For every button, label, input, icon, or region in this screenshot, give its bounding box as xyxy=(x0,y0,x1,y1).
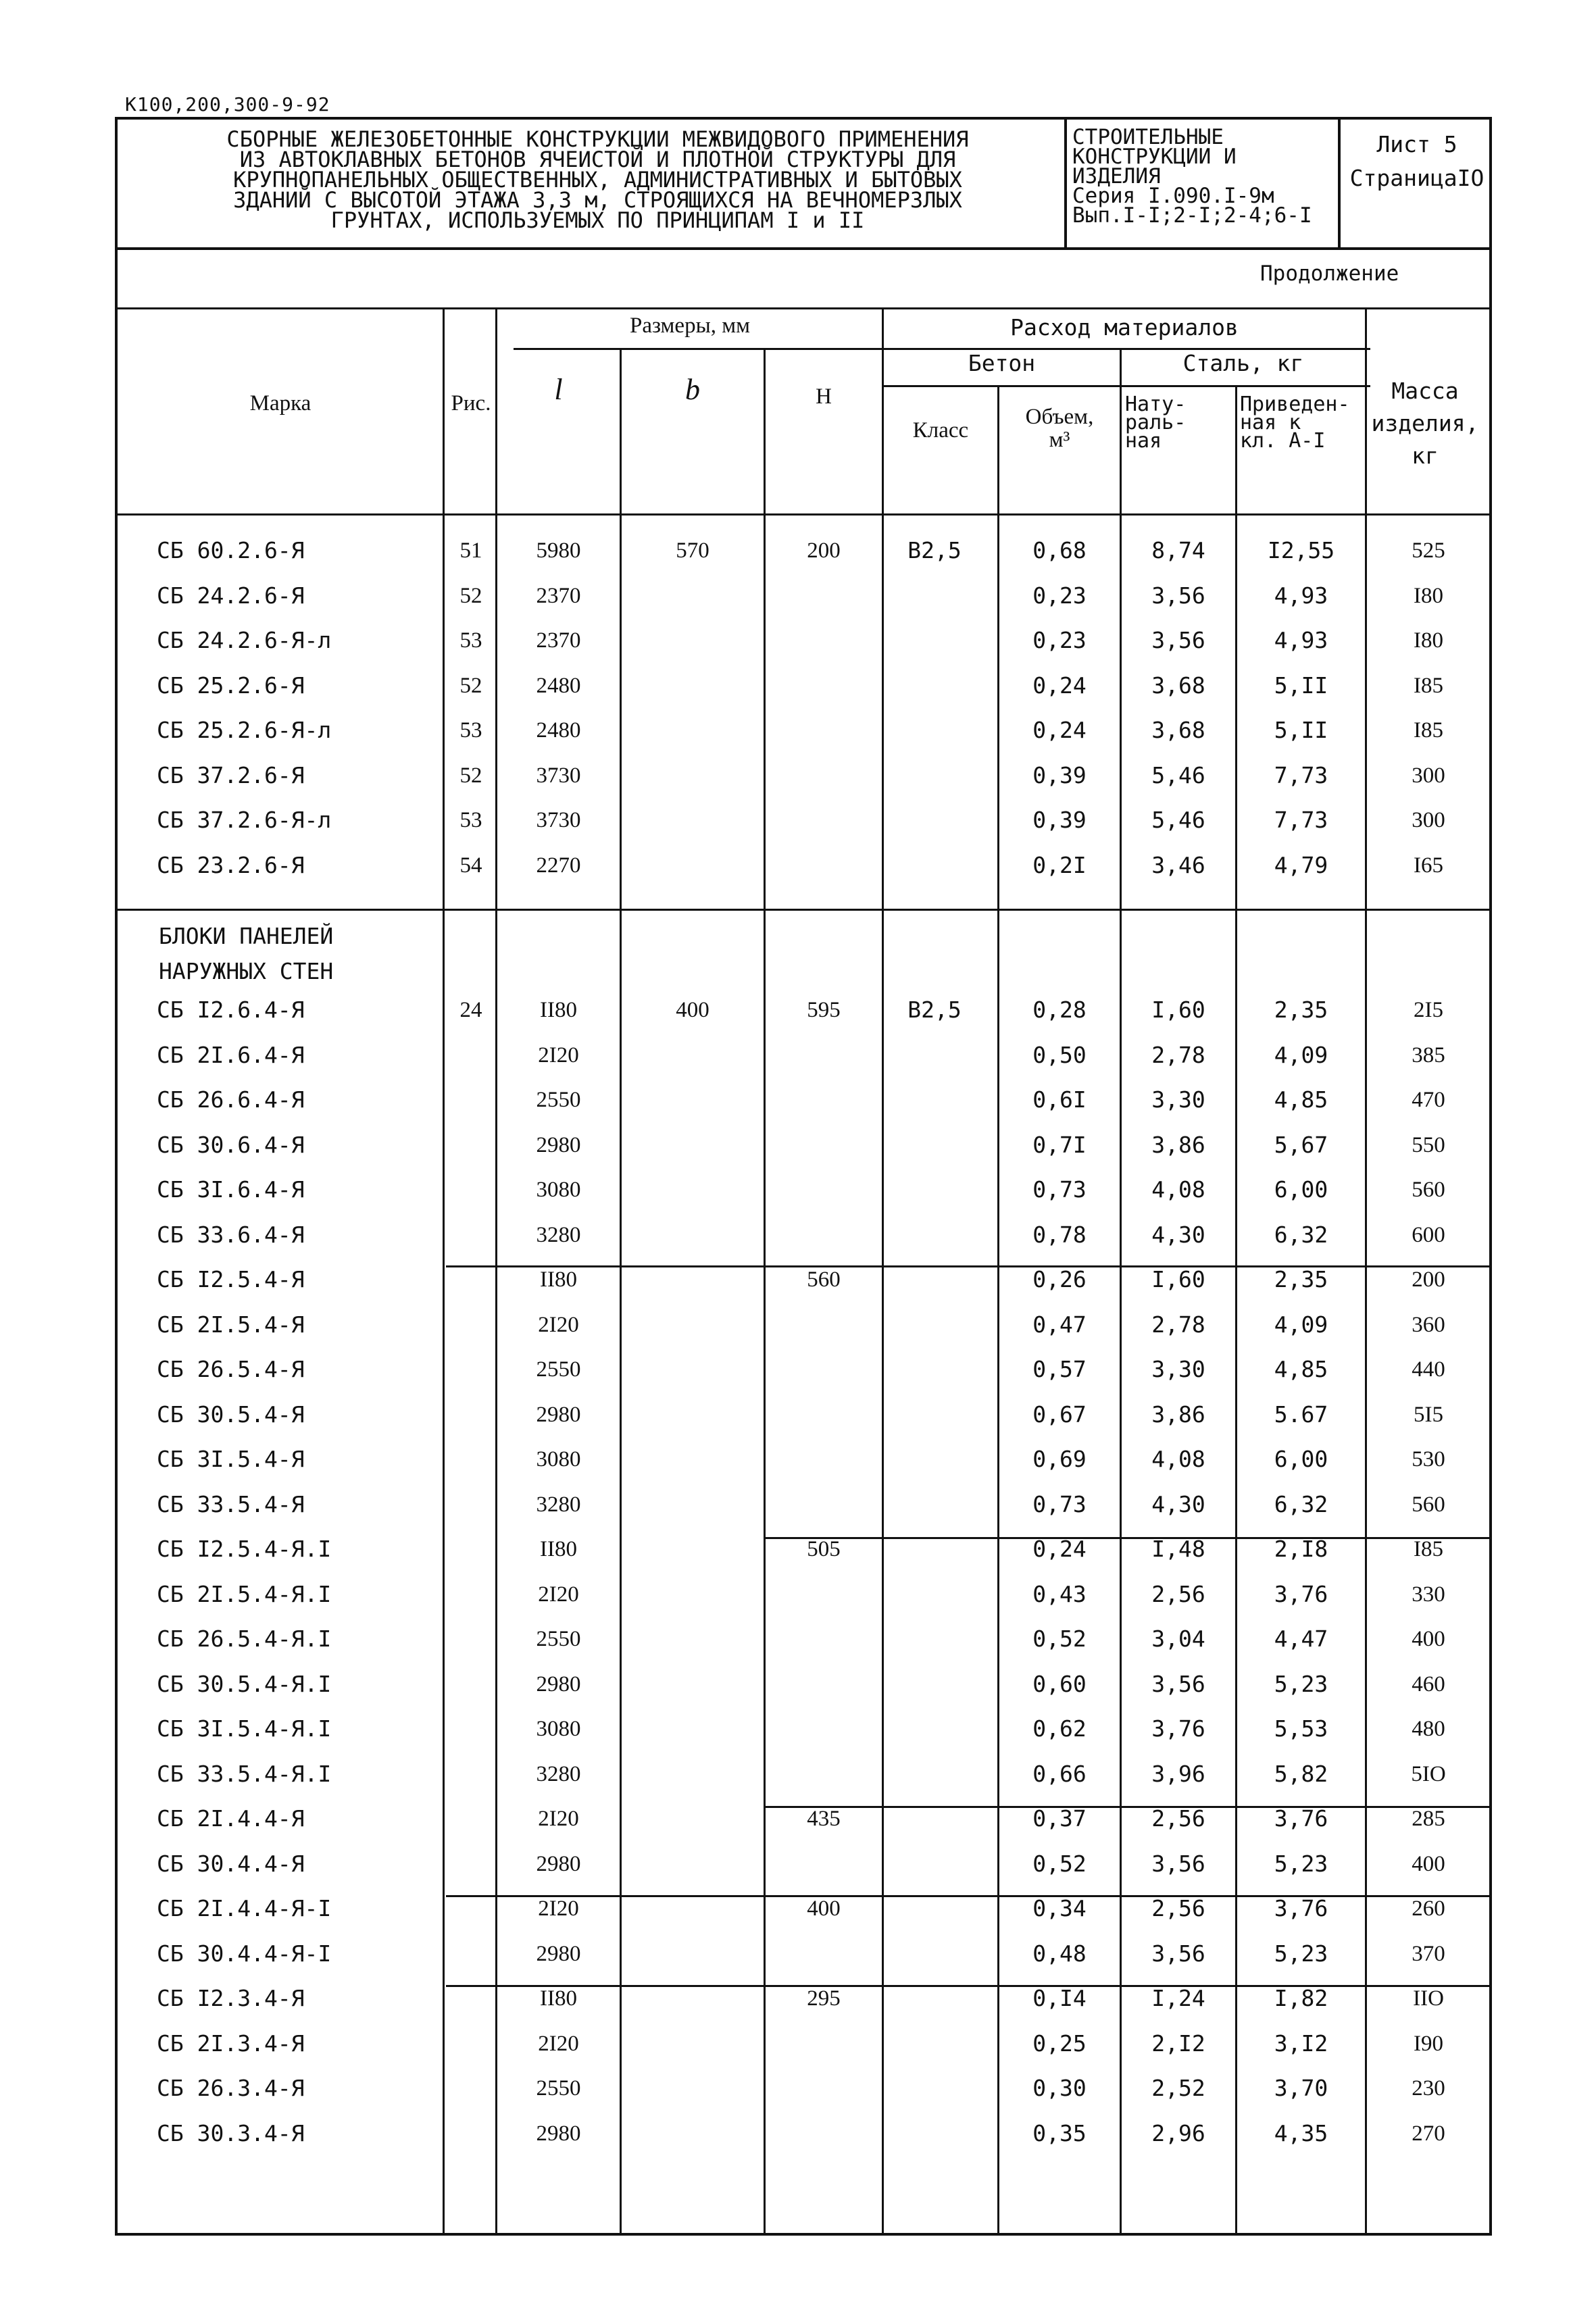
series-line: Серия I.090.I-9м xyxy=(1072,184,1274,208)
cell-length: 5980 xyxy=(536,538,581,563)
header-class: Класс xyxy=(912,418,969,443)
cell-reduced: 4,09 xyxy=(1274,1041,1328,1068)
title-line: СБОРНЫЕ ЖЕЛЕЗОБЕТОННЫЕ КОНСТРУКЦИИ МЕЖВИДОВОГО ПРИМЕНЕНИЯ xyxy=(226,126,969,152)
header-volume xyxy=(999,405,1120,451)
cell-fig: 52 xyxy=(459,673,482,698)
cell-length: 2980 xyxy=(536,1851,581,1876)
cell-volume: 0,26 xyxy=(1032,1266,1087,1292)
title-block xyxy=(115,117,1492,250)
cell-volume: 0,52 xyxy=(1032,1626,1087,1652)
cell-natural: 3,46 xyxy=(1151,851,1205,878)
cell-mass: 300 xyxy=(1412,763,1445,788)
cell-mass: 530 xyxy=(1412,1447,1445,1472)
cell-mark: СБ 23.2.6-Я xyxy=(157,851,305,878)
cell-reduced: 6,00 xyxy=(1274,1446,1328,1472)
cell-natural: 2,56 xyxy=(1151,1805,1205,1832)
cell-reduced: 3,I2 xyxy=(1274,2030,1328,2057)
cell-reduced: 2,35 xyxy=(1274,1266,1328,1292)
cell-length: 2980 xyxy=(536,1402,581,1427)
cell-mass: 470 xyxy=(1412,1088,1445,1112)
header-natural xyxy=(1125,393,1235,453)
cell-mark: СБ 3I.5.4-Я xyxy=(157,1446,305,1472)
cell-mark: СБ 33.5.4-Я xyxy=(157,1490,305,1517)
cell-reduced: 4,79 xyxy=(1274,851,1328,878)
header-width: b xyxy=(685,373,700,406)
cell-mass: I80 xyxy=(1414,628,1443,653)
cell-length: 3080 xyxy=(536,1717,581,1741)
cell-height: 400 xyxy=(807,1896,841,1921)
cell-mark: СБ 2I.5.4-Я xyxy=(157,1311,305,1338)
cell-fig: 51 xyxy=(459,538,482,563)
cell-mass: 370 xyxy=(1412,1941,1445,1966)
cell-length: 2550 xyxy=(536,1627,581,1651)
title-line: ИЗ АВТОКЛАВНЫХ БЕТОНОВ ЯЧЕИСТОЙ И ПЛОТНОЙ СТРУКТУРЫ ДЛЯ xyxy=(239,147,956,172)
cell-height: 560 xyxy=(807,1267,841,1292)
cell-mark: СБ 30.6.4-Я xyxy=(157,1131,305,1158)
cell-fig: 53 xyxy=(459,808,482,832)
cell-mass: 200 xyxy=(1412,1267,1445,1292)
cell-mark: СБ 25.2.6-Я xyxy=(157,672,305,699)
cell-mass: 5I5 xyxy=(1414,1402,1443,1427)
grid-line xyxy=(882,307,884,2233)
cell-mass: 330 xyxy=(1412,1582,1445,1607)
cell-fig: 24 xyxy=(459,998,482,1022)
cell-mark: СБ 2I.6.4-Я xyxy=(157,1041,305,1068)
cell-mark: СБ 25.2.6-Я-л xyxy=(157,717,332,743)
cell-volume: 0,62 xyxy=(1032,1715,1087,1742)
cell-mark: СБ 2I.4.4-Я xyxy=(157,1805,305,1832)
cell-reduced: 5,53 xyxy=(1274,1715,1328,1742)
cell-mark: СБ 26.5.4-Я.I xyxy=(157,1626,332,1652)
cell-mark: СБ 2I.4.4-Я-I xyxy=(157,1895,332,1921)
cell-reduced: 7,73 xyxy=(1274,761,1328,788)
cell-volume: 0,60 xyxy=(1032,1670,1087,1697)
cell-natural: 8,74 xyxy=(1151,537,1205,563)
cell-mass: 550 xyxy=(1412,1132,1445,1157)
cell-reduced: 4,47 xyxy=(1274,1626,1328,1652)
cell-mass: 230 xyxy=(1412,2076,1445,2101)
cell-length: II80 xyxy=(540,1267,577,1292)
header-volume-line: м³ xyxy=(1049,428,1070,452)
cell-mass: 480 xyxy=(1412,1717,1445,1741)
cell-length: 2I20 xyxy=(538,1582,579,1607)
page-number: СтраницаIO xyxy=(1349,165,1485,191)
grid-line xyxy=(883,385,1370,387)
cell-reduced: 5,23 xyxy=(1274,1850,1328,1877)
cell-volume: 0,57 xyxy=(1032,1356,1087,1382)
cell-mass: I85 xyxy=(1414,673,1443,698)
cell-mass: I65 xyxy=(1414,853,1443,878)
cell-length: 2550 xyxy=(536,1088,581,1112)
cell-class: В2,5 xyxy=(907,997,962,1023)
cell-natural: 4,30 xyxy=(1151,1490,1205,1517)
grid-line xyxy=(620,348,622,2233)
cell-length: 3280 xyxy=(536,1222,581,1247)
cell-reduced: 4,35 xyxy=(1274,2119,1328,2146)
cell-volume: 0,24 xyxy=(1032,1536,1087,1562)
cell-natural: 5,46 xyxy=(1151,761,1205,788)
cell-mass: 560 xyxy=(1412,1178,1445,1202)
cell-length: II80 xyxy=(540,1986,577,2011)
cell-reduced: 2,35 xyxy=(1274,997,1328,1023)
cell-mark: СБ 30.3.4-Я xyxy=(157,2119,305,2146)
cell-natural: 2,I2 xyxy=(1151,2030,1205,2057)
cell-reduced: 6,32 xyxy=(1274,1490,1328,1517)
header-mark: Марка xyxy=(249,391,311,416)
cell-mark: СБ 26.3.4-Я xyxy=(157,2075,305,2101)
series-info xyxy=(1067,120,1341,247)
cell-length: II80 xyxy=(540,1537,577,1561)
cell-mark: СБ 26.6.4-Я xyxy=(157,1086,305,1113)
cell-reduced: 2,I8 xyxy=(1274,1536,1328,1562)
header-reduced-line: кл. А-I xyxy=(1240,429,1326,453)
continued-label: Продолжение xyxy=(1260,261,1399,286)
cell-reduced: 4,93 xyxy=(1274,627,1328,653)
header-length: l xyxy=(554,373,563,406)
cell-volume: 0,43 xyxy=(1032,1580,1087,1607)
cell-volume: 0,37 xyxy=(1032,1805,1087,1832)
series-line: Вып.I-I;2-I;2-4;6-I xyxy=(1072,203,1312,228)
cell-mass: 400 xyxy=(1412,1851,1445,1876)
cell-mark: СБ 26.5.4-Я xyxy=(157,1356,305,1382)
cell-natural: 3,56 xyxy=(1151,627,1205,653)
cell-mass: I90 xyxy=(1414,2031,1443,2056)
cell-mark: СБ 30.5.4-Я xyxy=(157,1401,305,1428)
cell-mark: СБ 30.4.4-Я xyxy=(157,1850,305,1877)
cell-mass: IIO xyxy=(1413,1986,1444,2011)
cell-width: 570 xyxy=(676,538,709,563)
cell-natural: 3,68 xyxy=(1151,717,1205,743)
cell-natural: 4,08 xyxy=(1151,1176,1205,1203)
cell-mark: СБ 3I.6.4-Я xyxy=(157,1176,305,1203)
cell-reduced: 6,32 xyxy=(1274,1221,1328,1248)
cell-length: 2550 xyxy=(536,2076,581,2101)
cell-volume: 0,28 xyxy=(1032,997,1087,1023)
cell-mark: СБ 24.2.6-Я-л xyxy=(157,627,332,653)
cell-mark: СБ 24.2.6-Я xyxy=(157,582,305,609)
document-code: К100,200,300-9-92 xyxy=(125,93,330,116)
section-label-line: БЛОКИ ПАНЕЛЕЙ xyxy=(159,923,334,949)
title-line: ЗДАНИЙ С ВЫСОТОЙ ЭТАЖА 3,3 м, СТРОЯЩИХСЯ НА ВЕЧНОМЕРЗЛЫХ xyxy=(233,187,962,213)
cell-volume: 0,2I xyxy=(1032,851,1087,878)
cell-mark: СБ I2.5.4-Я.I xyxy=(157,1536,332,1562)
cell-reduced: 3,76 xyxy=(1274,1805,1328,1832)
cell-reduced: 5,67 xyxy=(1274,1131,1328,1158)
cell-mass: 440 xyxy=(1412,1357,1445,1382)
cell-volume: 0,78 xyxy=(1032,1221,1087,1248)
cell-volume: 0,34 xyxy=(1032,1895,1087,1921)
cell-reduced: 3,76 xyxy=(1274,1580,1328,1607)
cell-mass: 525 xyxy=(1412,538,1445,563)
cell-volume: 0,48 xyxy=(1032,1940,1087,1967)
cell-reduced: 4,85 xyxy=(1274,1086,1328,1113)
cell-width: 400 xyxy=(676,998,709,1022)
cell-mark: СБ 2I.3.4-Я xyxy=(157,2030,305,2057)
cell-height: 295 xyxy=(807,1986,841,2011)
cell-natural: 3,86 xyxy=(1151,1131,1205,1158)
cell-length: 2370 xyxy=(536,628,581,653)
cell-natural: I,48 xyxy=(1151,1536,1205,1562)
section-label xyxy=(159,919,333,989)
cell-reduced: 5,82 xyxy=(1274,1760,1328,1787)
cell-length: 2I20 xyxy=(538,1807,579,1831)
cell-mass: 385 xyxy=(1412,1042,1445,1067)
cell-natural: 5,46 xyxy=(1151,807,1205,833)
cell-mark: СБ I2.5.4-Я xyxy=(157,1266,305,1292)
cell-mark: СБ 30.5.4-Я.I xyxy=(157,1670,332,1697)
cell-natural: 3,56 xyxy=(1151,1850,1205,1877)
cell-length: 2370 xyxy=(536,583,581,608)
cell-reduced: 5,23 xyxy=(1274,1670,1328,1697)
cell-natural: 3,96 xyxy=(1151,1760,1205,1787)
cell-volume: 0,23 xyxy=(1032,582,1087,609)
cell-natural: 2,52 xyxy=(1151,2075,1205,2101)
cell-mark: СБ 37.2.6-Я xyxy=(157,761,305,788)
cell-volume: 0,50 xyxy=(1032,1041,1087,1068)
title-line: КРУПНОПАНЕЛЬНЫХ ОБЩЕСТВЕННЫХ, АДМИНИСТРАТИВНЫХ И БЫТОВЫХ xyxy=(233,167,962,193)
cell-length: 2550 xyxy=(536,1357,581,1382)
cell-natural: I,60 xyxy=(1151,1266,1205,1292)
series-line: СТРОИТЕЛЬНЫЕ xyxy=(1072,125,1224,149)
cell-mark: СБ 33.5.4-Я.I xyxy=(157,1760,332,1787)
cell-length: 2980 xyxy=(536,2121,581,2146)
cell-length: 2I20 xyxy=(538,1042,579,1067)
cell-volume: 0,7I xyxy=(1032,1131,1087,1158)
cell-length: II80 xyxy=(540,998,577,1022)
cell-volume: 0,6I xyxy=(1032,1086,1087,1113)
header-mass-line: кг xyxy=(1412,443,1439,469)
cell-mass: 300 xyxy=(1412,808,1445,832)
cell-volume: 0,67 xyxy=(1032,1401,1087,1428)
section-label-line: НАРУЖНЫХ СТЕН xyxy=(159,958,334,984)
cell-mass: 260 xyxy=(1412,1896,1445,1921)
cell-length: 2480 xyxy=(536,718,581,743)
cell-natural: 2,78 xyxy=(1151,1311,1205,1338)
cell-natural: 3,56 xyxy=(1151,1670,1205,1697)
grid-line xyxy=(115,513,1492,515)
cell-height: 200 xyxy=(807,538,841,563)
series-line: ИЗДЕЛИЯ xyxy=(1072,164,1161,188)
cell-volume: 0,69 xyxy=(1032,1446,1087,1472)
series-line: КОНСТРУКЦИИ И xyxy=(1072,145,1237,169)
cell-mass: I80 xyxy=(1414,583,1443,608)
cell-length: 3730 xyxy=(536,763,581,788)
header-reduced-line: Приведен- xyxy=(1240,393,1350,416)
header-fig: Рис. xyxy=(451,391,491,416)
cell-natural: 3,56 xyxy=(1151,582,1205,609)
cell-length: 2270 xyxy=(536,853,581,878)
cell-reduced: 4,85 xyxy=(1274,1356,1328,1382)
cell-mass: 5IO xyxy=(1411,1761,1446,1786)
cell-volume: 0,66 xyxy=(1032,1760,1087,1787)
sheet-number: Лист 5 xyxy=(1376,131,1457,157)
cell-reduced: I,82 xyxy=(1274,1985,1328,2011)
cell-volume: 0,23 xyxy=(1032,627,1087,653)
cell-fig: 52 xyxy=(459,763,482,788)
cell-volume: 0,24 xyxy=(1032,717,1087,743)
cell-reduced: 4,93 xyxy=(1274,582,1328,609)
cell-fig: 53 xyxy=(459,718,482,743)
cell-mass: 2I5 xyxy=(1414,998,1443,1022)
cell-mark: СБ 37.2.6-Я-л xyxy=(157,807,332,833)
cell-length: 2980 xyxy=(536,1941,581,1966)
header-materials: Расход материалов xyxy=(1010,314,1239,341)
cell-mark: СБ 2I.5.4-Я.I xyxy=(157,1580,332,1607)
cell-natural: 3,86 xyxy=(1151,1401,1205,1428)
title-line: ГРУНТАХ, ИСПОЛЬЗУЕМЫХ ПО ПРИНЦИПАМ I и II xyxy=(330,207,865,233)
cell-mass: I85 xyxy=(1414,1537,1443,1561)
cell-mass: 560 xyxy=(1412,1492,1445,1517)
cell-height: 505 xyxy=(807,1537,841,1561)
cell-length: 2980 xyxy=(536,1132,581,1157)
cell-volume: 0,I4 xyxy=(1032,1985,1087,2011)
cell-volume: 0,52 xyxy=(1032,1850,1087,1877)
cell-natural: 3,30 xyxy=(1151,1086,1205,1113)
cell-length: 3080 xyxy=(536,1178,581,1202)
cell-volume: 0,24 xyxy=(1032,672,1087,699)
cell-volume: 0,30 xyxy=(1032,2075,1087,2101)
grid-line xyxy=(115,307,1492,309)
header-volume-line: Объем, xyxy=(1025,405,1094,429)
cell-volume: 0,68 xyxy=(1032,537,1087,563)
cell-volume: 0,73 xyxy=(1032,1176,1087,1203)
header-mass-line: Масса xyxy=(1391,378,1459,404)
cell-reduced: 5.67 xyxy=(1274,1401,1328,1428)
cell-natural: I,60 xyxy=(1151,997,1205,1023)
cell-mass: 270 xyxy=(1412,2121,1445,2146)
header-height: Н xyxy=(816,384,832,409)
cell-length: 2I20 xyxy=(538,1896,579,1921)
cell-natural: 4,08 xyxy=(1151,1446,1205,1472)
header-dimensions: Размеры, мм xyxy=(629,313,751,338)
cell-mark: СБ 3I.5.4-Я.I xyxy=(157,1715,332,1742)
cell-height: 435 xyxy=(807,1807,841,1831)
cell-reduced: 3,76 xyxy=(1274,1895,1328,1921)
cell-natural: 2,96 xyxy=(1151,2119,1205,2146)
cell-length: 3080 xyxy=(536,1447,581,1472)
cell-fig: 54 xyxy=(459,853,482,878)
cell-reduced: I2,55 xyxy=(1267,537,1335,563)
header-reduced-line: ная к xyxy=(1240,411,1301,434)
cell-volume: 0,47 xyxy=(1032,1311,1087,1338)
cell-fig: 53 xyxy=(459,628,482,653)
cell-length: 2980 xyxy=(536,1671,581,1696)
cell-mark: СБ I2.6.4-Я xyxy=(157,997,305,1023)
cell-volume: 0,39 xyxy=(1032,761,1087,788)
document-title xyxy=(118,120,1067,247)
header-natural-line: ная xyxy=(1125,429,1162,453)
header-mass-line: изделия, xyxy=(1371,410,1479,436)
cell-length: 3280 xyxy=(536,1492,581,1517)
cell-reduced: 5,II xyxy=(1274,672,1328,699)
cell-natural: 3,68 xyxy=(1151,672,1205,699)
cell-mass: 400 xyxy=(1412,1627,1445,1651)
cell-reduced: 5,II xyxy=(1274,717,1328,743)
cell-length: 2I20 xyxy=(538,1312,579,1337)
cell-fig: 52 xyxy=(459,583,482,608)
cell-mass: 360 xyxy=(1412,1312,1445,1337)
cell-mark: СБ 30.4.4-Я-I xyxy=(157,1940,332,1967)
header-natural-line: Нату- xyxy=(1125,393,1187,416)
cell-reduced: 4,09 xyxy=(1274,1311,1328,1338)
cell-class: В2,5 xyxy=(907,537,962,563)
cell-natural: 3,76 xyxy=(1151,1715,1205,1742)
cell-natural: 2,56 xyxy=(1151,1895,1205,1921)
cell-mark: СБ 33.6.4-Я xyxy=(157,1221,305,1248)
cell-reduced: 6,00 xyxy=(1274,1176,1328,1203)
cell-height: 595 xyxy=(807,998,841,1022)
cell-volume: 0,35 xyxy=(1032,2119,1087,2146)
cell-natural: I,24 xyxy=(1151,1985,1205,2011)
cell-length: 3730 xyxy=(536,808,581,832)
cell-reduced: 3,70 xyxy=(1274,2075,1328,2101)
cell-mass: 460 xyxy=(1412,1671,1445,1696)
sheet-info xyxy=(1341,120,1489,247)
cell-natural: 3,04 xyxy=(1151,1626,1205,1652)
cell-volume: 0,73 xyxy=(1032,1490,1087,1517)
header-mass xyxy=(1358,375,1492,472)
cell-mass: 600 xyxy=(1412,1222,1445,1247)
cell-reduced: 5,23 xyxy=(1274,1940,1328,1967)
cell-mass: 285 xyxy=(1412,1807,1445,1831)
cell-reduced: 7,73 xyxy=(1274,807,1328,833)
header-natural-line: раль- xyxy=(1125,411,1187,434)
cell-natural: 4,30 xyxy=(1151,1221,1205,1248)
cell-length: 2I20 xyxy=(538,2031,579,2056)
header-concrete: Бетон xyxy=(968,350,1036,376)
cell-natural: 3,56 xyxy=(1151,1940,1205,1967)
grid-line xyxy=(115,909,1492,911)
cell-length: 2480 xyxy=(536,673,581,698)
cell-volume: 0,25 xyxy=(1032,2030,1087,2057)
cell-natural: 2,78 xyxy=(1151,1041,1205,1068)
header-steel: Сталь, кг xyxy=(1182,350,1304,376)
cell-natural: 3,30 xyxy=(1151,1356,1205,1382)
cell-length: 3280 xyxy=(536,1761,581,1786)
header-reduced xyxy=(1240,393,1365,453)
cell-mass: I85 xyxy=(1414,718,1443,743)
cell-mark: СБ 60.2.6-Я xyxy=(157,537,305,563)
cell-volume: 0,39 xyxy=(1032,807,1087,833)
cell-mark: СБ I2.3.4-Я xyxy=(157,1985,305,2011)
cell-natural: 2,56 xyxy=(1151,1580,1205,1607)
